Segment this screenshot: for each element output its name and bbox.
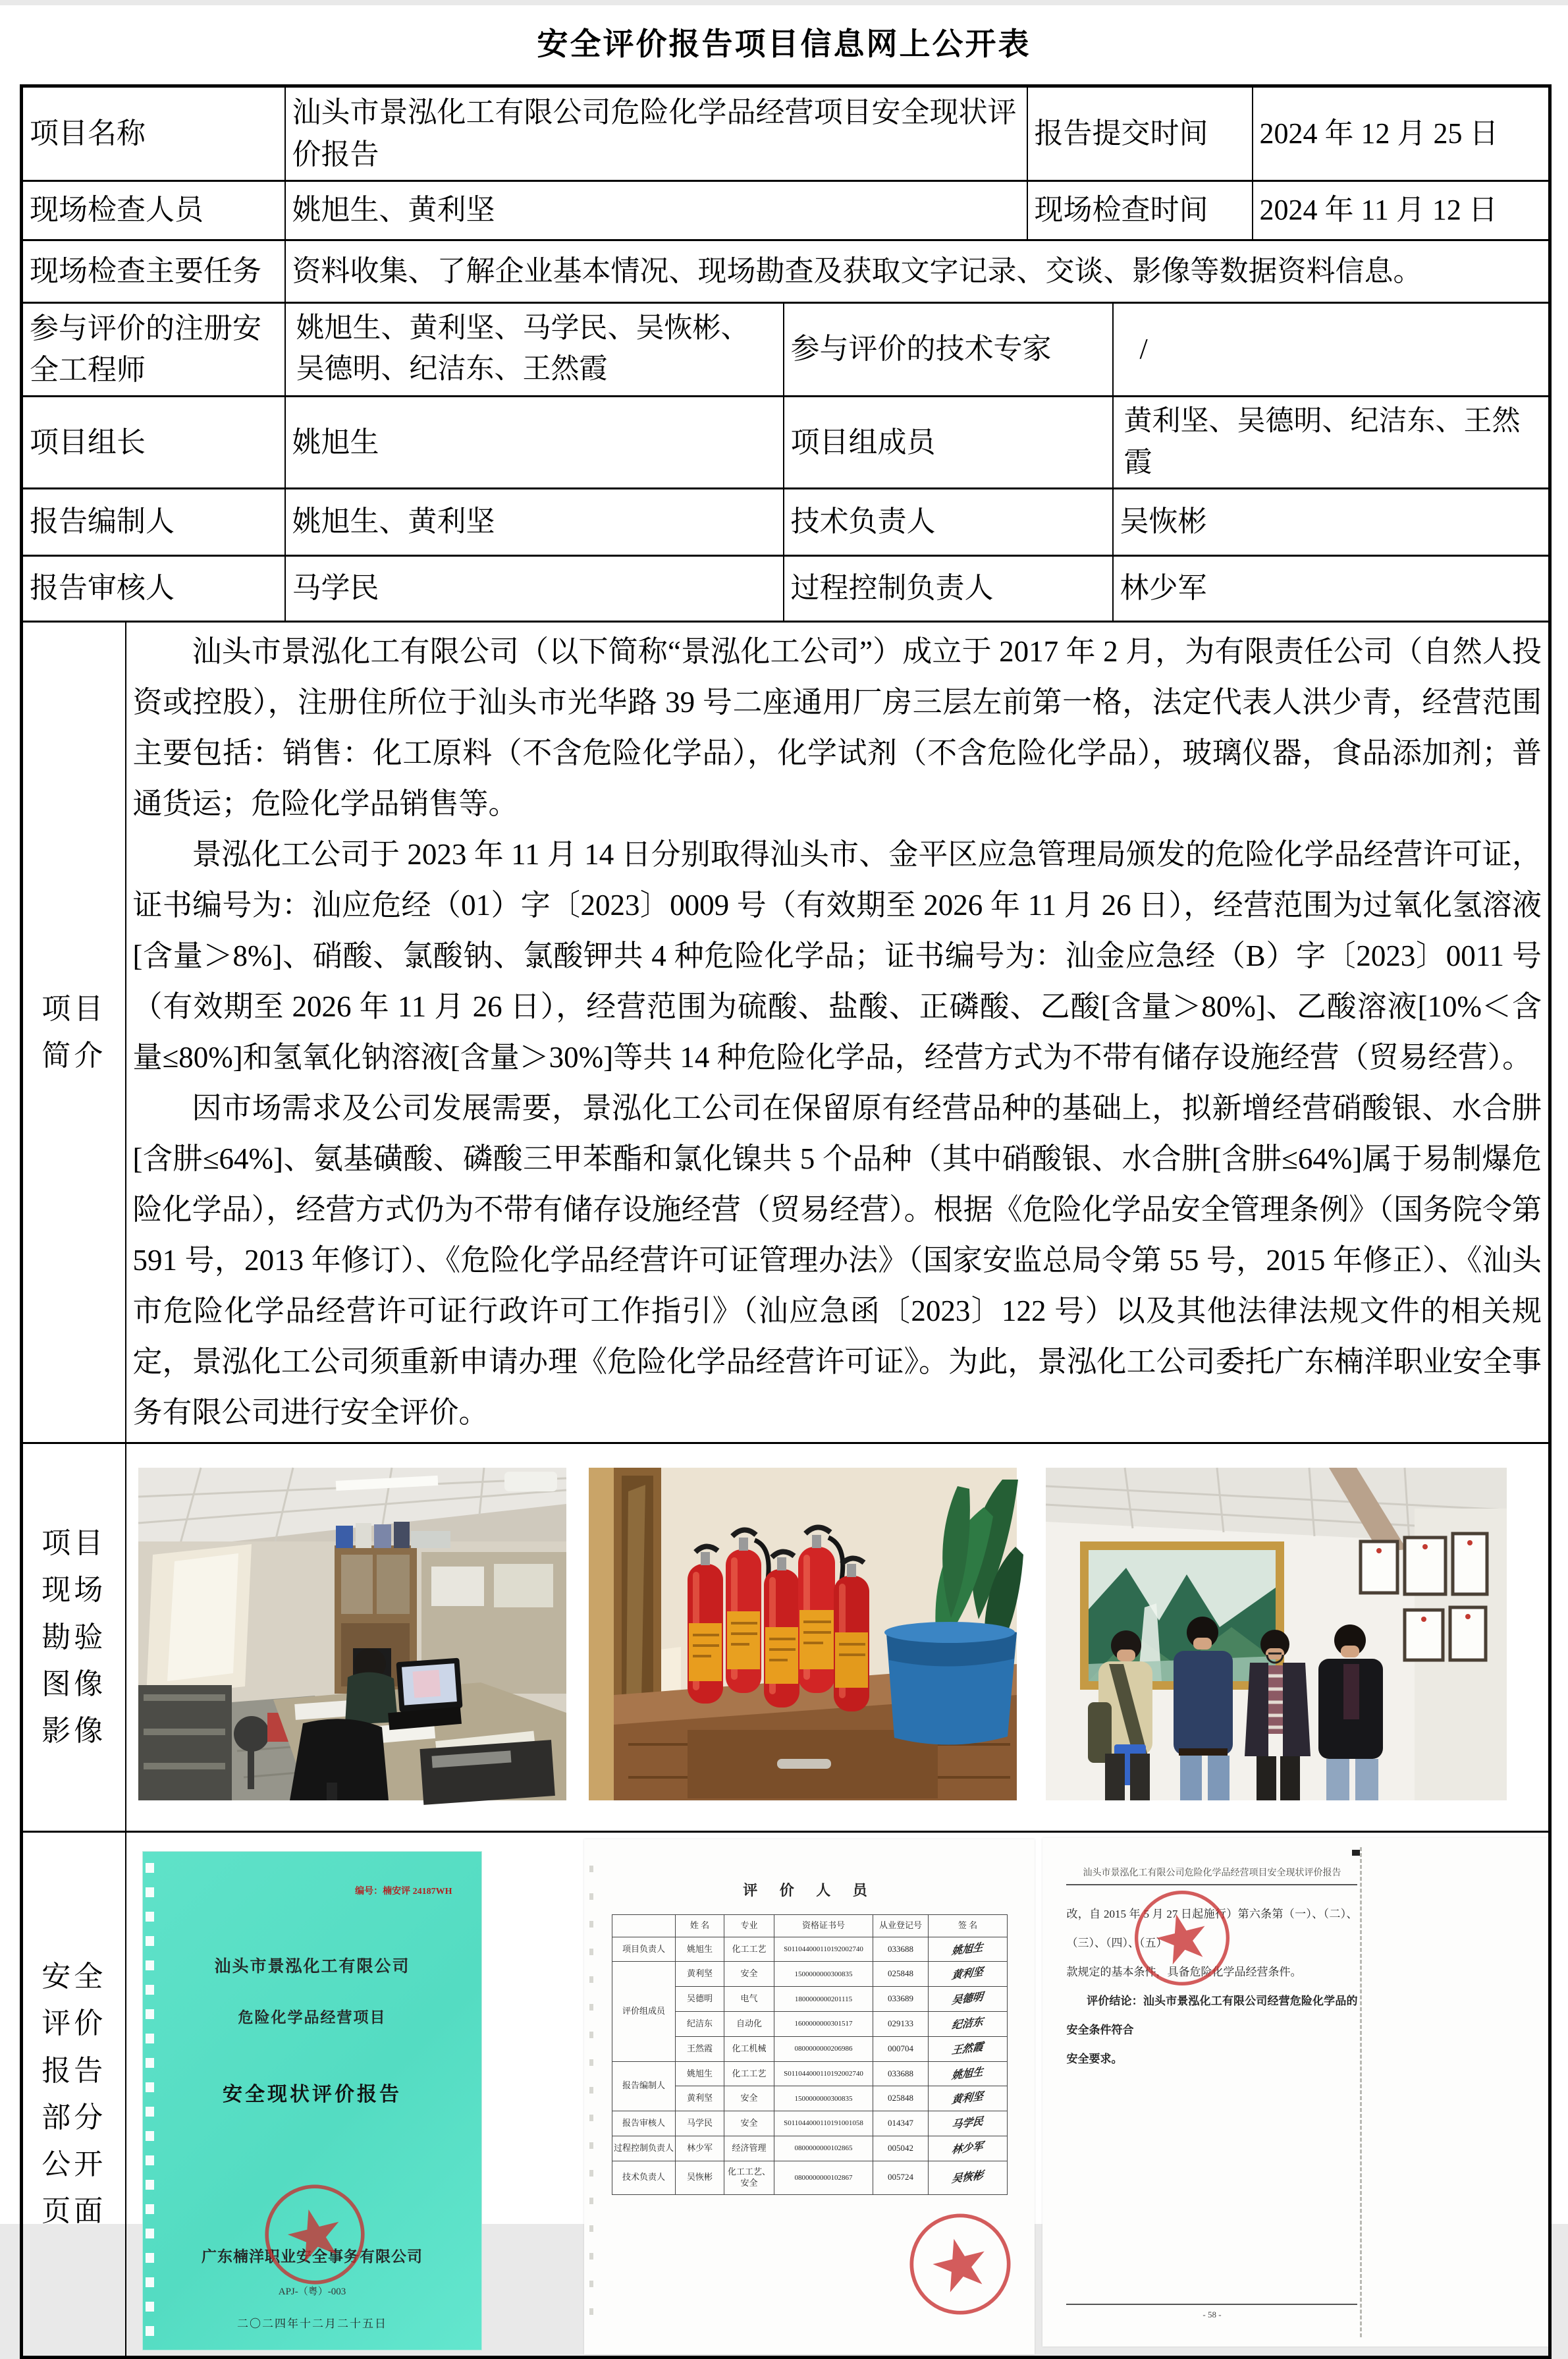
- staff-reg: 033689: [873, 1987, 928, 2012]
- report-conclusion-page: [1042, 1838, 1548, 2346]
- photo-group: [1046, 1468, 1507, 1800]
- intro-paragraph-3: 因市场需求及公司发展需要，景泓化工公司在保留原有经营品种的基础上，拟新增经营硝酸银、水合肼[含肼≤64%]、氨基磺酸、磷酸三甲苯酯和氯化镍共 5 个品种（其中硝酸银、水合肼[含肼≤64%]属于易制爆危险化学品），经营方式仍为不带有储存设施经营（贸易经营）。根据《危险化学品安全管理条例》（国务院令第 591 号，2013 年修订）、《危险化学品经营许可证管理办法》（国家安监总局令第 55 号，2015 年修正）、《汕头市危险化学品经营许可证行政许可工作指引》（汕应急函〔2023〕122 号）以及其他法律法规文件的相关规定，景泓化工公司须重新申请办理《危险化学品经营许可证》。为此，景泓化工公司委托广东楠洋职业安全事务有限公司进行安全评价。: [132, 1091, 1542, 1429]
- value-project-leader: 姚旭生: [285, 397, 784, 489]
- staff-cert: S011044000110192002740: [774, 2061, 873, 2086]
- staff-name: 林少军: [675, 2136, 724, 2161]
- intro-paragraph-2: 景泓化工公司于 2023 年 11 月 14 日分别取得汕头市、金平区应急管理局颁发的危险化学品经营许可证，证书编号为：汕应危经（01）字〔2023〕0009 号（有效期至 2026 年 11 月 26 日），经营范围为过氧化氢溶液[含量＞8%]、硝酸、氯酸钠、氯酸钾共 4 种危险化学品；证书编号为：汕金应急经（B）字〔2023〕0011 号（有效期至 2026 年 11 月 26 日），经营范围为硫酸、盐酸、正磷酸、乙酸[含量＞80%]、乙酸溶液[10%＜含量≤80%]和氢氧化钠溶液[含量＞30%]等共 14 种危险化学品，经营方式为不带有储存设施经营（贸易经营）。: [132, 837, 1542, 1074]
- conclusion-line-4: 安全要求。: [1066, 2053, 1123, 2066]
- label-report-pages: [22, 1831, 126, 2357]
- staff-signature: 马学民: [928, 2111, 1007, 2136]
- staff-cert: 0800000000102867: [774, 2161, 873, 2194]
- staff-header-row: [612, 1914, 1007, 1937]
- staff-signature: 黄利坚: [928, 2086, 1007, 2111]
- label-process-control-director: 过程控制负责人: [784, 555, 1113, 621]
- staff-cert: 1500000000300835: [774, 2086, 873, 2111]
- label-report-pages-text: 安全评价报告部分公开页面: [41, 1960, 107, 2228]
- staff-cert: 1800000000201115: [774, 1987, 873, 2012]
- label-report-compiler: 报告编制人: [22, 488, 285, 555]
- conclusion-running-header: 汕头市景泓化工有限公司危险化学品经营项目安全现状评价报告: [1066, 1867, 1357, 1885]
- row-project-name: [22, 86, 1550, 181]
- label-site-photos-text: 项目现场勘验图像影像: [41, 1527, 107, 1748]
- label-technical-director: 技术负责人: [784, 488, 1113, 555]
- label-project-leader: 项目组长: [22, 397, 285, 489]
- staff-header-blank: [612, 1914, 675, 1937]
- row-inspection-tasks: [22, 240, 1550, 302]
- staff-signature: 姚旭生: [928, 2061, 1007, 2086]
- staff-major: 化工工艺: [724, 2061, 774, 2086]
- label-report-submit-time: 报告提交时间: [1027, 86, 1253, 181]
- staff-name: 黄利坚: [675, 1962, 724, 1987]
- value-inspection-tasks: 资料收集、了解企业基本情况、现场勘查及获取文字记录、交谈、影像等数据资料信息。: [285, 240, 1550, 302]
- cover-report-code: 编号：楠安评 24187WH: [355, 1886, 452, 1897]
- value-project-name: 汕头市景泓化工有限公司危险化学品经营项目安全现状评价报告: [285, 86, 1027, 181]
- belt: [1179, 1748, 1228, 1756]
- staff-signature: 吴德明: [928, 1987, 1007, 2012]
- staff-name: 姚旭生: [675, 1937, 724, 1962]
- value-registered-engineers: 姚旭生、黄利坚、马学民、吴恢彬、吴德明、纪洁东、王然霞: [285, 302, 784, 397]
- fan: [234, 1716, 269, 1752]
- printer: [419, 1740, 554, 1805]
- row-project-leader: [22, 397, 1550, 489]
- disclosure-table: [20, 84, 1552, 2359]
- row-registered-engineers: [22, 302, 1550, 397]
- staff-signature: 吴恢彬: [928, 2161, 1007, 2194]
- staff-row: [612, 2161, 1007, 2194]
- staff-reg: 005042: [873, 2136, 928, 2161]
- staff-reg: 005724: [873, 2161, 928, 2194]
- staff-table-title: 评 价 人 员: [743, 1881, 877, 1899]
- binding-holes: [146, 1863, 154, 2339]
- staff-table: [612, 1914, 1008, 2195]
- staff-name: 马学民: [675, 2111, 724, 2136]
- row-report-pages: [22, 1831, 1550, 2357]
- label-site-inspection-time: 现场检查时间: [1027, 180, 1253, 240]
- staff-major: 安全: [724, 1962, 774, 1987]
- row-report-reviewer: [22, 555, 1550, 621]
- staff-row: [612, 1962, 1007, 1987]
- intro-paragraph-1: 汕头市景泓化工有限公司（以下简称“景泓化工公司”）成立于 2017 年 2 月，为有限责任公司（自然人投资或控股），注册住所位于汕头市光华路 39 号二座通用厂房三层左前第一格，法定代表人洪少青，经营范围主要包括：销售：化工原料（不含危险化学品），化学试剂（不含危险化学品），玻璃仪器，食品添加剂；普通货运；危险化学品销售等。: [132, 634, 1542, 820]
- drawer-handle: [777, 1759, 831, 1769]
- report-pages-content: [126, 1831, 1550, 2357]
- label-inspection-tasks: 现场检查主要任务: [22, 240, 285, 302]
- label-report-reviewer: 报告审核人: [22, 555, 285, 621]
- label-project-intro: [22, 621, 126, 1443]
- label-technical-experts: 参与评价的技术专家: [784, 302, 1113, 397]
- staff-role: 过程控制负责人: [612, 2136, 675, 2161]
- red-stamp: [248, 2167, 382, 2302]
- staff-cert: 0800000000102865: [774, 2136, 873, 2161]
- value-site-inspection-time: 2024 年 11 月 12 日: [1253, 180, 1550, 240]
- row-site-photos: [22, 1443, 1550, 1831]
- staff-major: 安全: [724, 2086, 774, 2111]
- value-technical-director: 吴恢彬: [1113, 488, 1550, 555]
- staff-row: [612, 1937, 1007, 1962]
- dark-shelf: [138, 1685, 232, 1800]
- row-report-compiler: [22, 488, 1550, 555]
- cover-report-title: 安全现状评价报告: [222, 2083, 402, 2105]
- report-pages-strip: [126, 1833, 1549, 2354]
- staff-major: 化工工艺、安全: [724, 2161, 774, 2194]
- staff-major: 电气: [724, 1987, 774, 2012]
- staff-header-sign: 签 名: [928, 1914, 1007, 1937]
- staff-signature: 林少军: [928, 2136, 1007, 2161]
- page-title: 安全评价报告项目信息网上公开表: [537, 28, 1031, 62]
- site-photos-content: [126, 1443, 1550, 1831]
- staff-signature: 纪洁东: [928, 2012, 1007, 2037]
- staff-cert: 0800000000206986: [774, 2036, 873, 2061]
- staff-signature: 姚旭生: [928, 1937, 1007, 1962]
- value-site-inspectors: 姚旭生、黄利坚: [285, 180, 1027, 240]
- staff-name: 王然霞: [675, 2036, 724, 2061]
- binding-dashes: [589, 1866, 593, 2328]
- label-site-photos: [22, 1443, 126, 1831]
- staff-major: 经济管理: [724, 2136, 774, 2161]
- staff-name: 纪洁东: [675, 2012, 724, 2037]
- cover-date: 二〇二四年十二月二十五日: [236, 2317, 387, 2331]
- staff-name: 吴恢彬: [675, 2161, 724, 2194]
- staff-role: 评价组成员: [612, 1962, 675, 2061]
- staff-row: [612, 2061, 1007, 2086]
- value-project-members: 黄利坚、吴德明、纪洁东、王然霞: [1113, 397, 1550, 489]
- scan-mark: [1352, 1850, 1360, 1856]
- staff-role: 报告审核人: [612, 2111, 675, 2136]
- value-report-compiler: 姚旭生、黄利坚: [285, 488, 784, 555]
- conclusion-line-1: 改，自 2015 年 5 月 27 日起施行）第六条第（一）、（二）、（三）、（四）、（五）: [1066, 1908, 1358, 1950]
- value-technical-experts: /: [1113, 302, 1550, 397]
- value-report-submit-time: 2024 年 12 月 25 日: [1253, 86, 1550, 181]
- staff-reg: 000704: [873, 2036, 928, 2061]
- staff-reg: 025848: [873, 1962, 928, 1987]
- photo-fire-extinguishers: [589, 1468, 1017, 1800]
- cover-agency-name: 广东楠洋职业安全事务有限公司: [201, 2248, 423, 2265]
- staff-signature: 王然霞: [928, 2036, 1007, 2061]
- label-site-inspectors: 现场检查人员: [22, 180, 285, 240]
- staff-cert: S011044000110192002740: [774, 1937, 873, 1962]
- label-project-members: 项目组成员: [784, 397, 1113, 489]
- site-photos-strip: [126, 1444, 1549, 1800]
- staff-role: 报告编制人: [612, 2061, 675, 2111]
- project-intro-content: [126, 621, 1550, 1443]
- cover-cert-number: APJ-（粤）-003: [278, 2286, 346, 2297]
- staff-reg: 033688: [873, 2061, 928, 2086]
- staff-major: 化工机械: [724, 2036, 774, 2061]
- disclosure-form-sheet: [0, 5, 1568, 2331]
- staff-name: 姚旭生: [675, 2061, 724, 2086]
- cover-project-name: 危险化学品经营项目: [238, 2009, 387, 2026]
- label-project-name: 项目名称: [22, 86, 285, 181]
- row-site-inspectors: [22, 180, 1550, 240]
- staff-reg: 033688: [873, 1937, 928, 1962]
- staff-header-cert: 资格证书号: [774, 1914, 873, 1937]
- report-cover-page: [142, 1851, 483, 2350]
- staff-signature: 黄利坚: [928, 1962, 1007, 1987]
- label-registered-engineers: 参与评价的注册安全工程师: [22, 302, 285, 397]
- value-report-reviewer: 马学民: [285, 555, 784, 621]
- conclusion-line-2: 款规定的基本条件，具备危险化学品经营条件。: [1066, 1966, 1302, 1979]
- red-stamp: [892, 2196, 1028, 2332]
- staff-header-major: 专业: [724, 1914, 774, 1937]
- staff-cert: S011044000110191001058: [774, 2111, 873, 2136]
- staff-cert: 1600000000301517: [774, 2012, 873, 2037]
- staff-name: 吴德明: [675, 1987, 724, 2012]
- staff-reg: 014347: [873, 2111, 928, 2136]
- value-process-control-director: 林少军: [1113, 555, 1550, 621]
- binding-dashed-line: [1360, 1847, 1362, 2337]
- staff-name: 黄利坚: [675, 2086, 724, 2111]
- staff-major: 化工工艺: [724, 1937, 774, 1962]
- photo-office-interior: [138, 1468, 566, 1800]
- staff-cert: 1500000000300835: [774, 1962, 873, 1987]
- air-conditioner: [504, 1472, 557, 1491]
- staff-header-reg: 从业登记号: [873, 1914, 928, 1937]
- staff-major: 自动化: [724, 2012, 774, 2037]
- conclusion-page-number: - 58 -: [1066, 2304, 1357, 2321]
- label-project-intro-text: 项目简介: [41, 992, 107, 1072]
- staff-role: 技术负责人: [612, 2161, 675, 2194]
- staff-reg: 029133: [873, 2012, 928, 2037]
- report-staff-page: [584, 1839, 1035, 2354]
- row-project-intro: [22, 621, 1550, 1443]
- staff-reg: 025848: [873, 2086, 928, 2111]
- staff-role: 项目负责人: [612, 1937, 675, 1962]
- office-chair: [290, 1719, 389, 1800]
- staff-row: [612, 2136, 1007, 2161]
- door-frame-outer: [589, 1468, 614, 1800]
- staff-header-name: 姓 名: [675, 1914, 724, 1937]
- staff-row: [612, 2111, 1007, 2136]
- conclusion-line-3: 评价结论：汕头市景泓化工有限公司经营危险化学品的安全条件符合: [1066, 1995, 1358, 2037]
- cover-company-name: 汕头市景泓化工有限公司: [214, 1958, 410, 1976]
- staff-major: 安全: [724, 2111, 774, 2136]
